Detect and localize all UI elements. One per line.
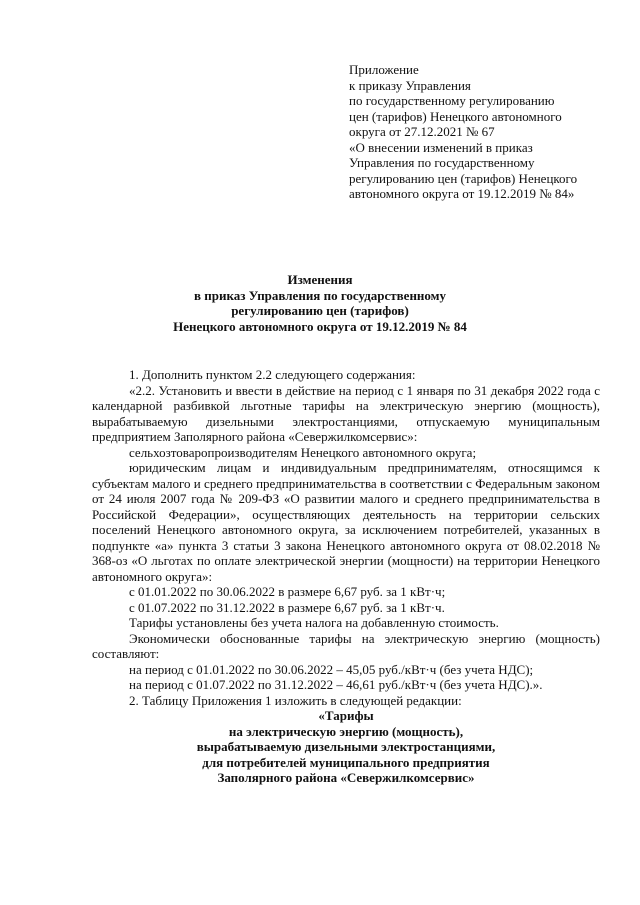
- appendix-line: округа от 27.12.2021 № 67: [349, 124, 495, 139]
- document-body: [92, 367, 600, 786]
- paragraph-legal-entities: юридическим лицам и индивидуальным предпринимателям, относящимся к субъектам малого и среднего предпринимательства в соответствии с Федеральным законом от 24 июля 2007 года № 209-ФЗ «О развитии малого и среднего предпринимательства в Российской Федерации», осуществляющих деятельность на территории сельских поселений Ненецкого автономного округа, за исключением потребителей, указанных в подпункте «а» пункта 3 статьи 3 закона Ненецкого автономного округа от 08.02.2018 № 368-оз «О льготах по оплате электрической энергии (мощности) на территории Ненецкого автономного округа»:: [92, 460, 600, 584]
- rate-line-1: с 01.01.2022 по 30.06.2022 в размере 6,67 руб. за 1 кВт·ч;: [129, 584, 446, 599]
- appendix-line: Приложение: [349, 62, 419, 77]
- title-line: регулированию цен (тарифов): [231, 303, 409, 318]
- appendix-line: к приказу Управления: [349, 77, 471, 93]
- period-line-1: на период с 01.01.2022 по 30.06.2022 – 45,05 руб./кВт·ч (без учета НДС);: [129, 661, 534, 677]
- tariffs-title-line: на электрическую энергию (мощность),: [228, 723, 464, 739]
- appendix-line: автономного округа от 19.12.2019 № 84»: [349, 186, 575, 201]
- title-line: в приказ Управления по государственному: [193, 287, 447, 303]
- paragraph-no-vat: Тарифы установлены без учета налога на добавленную стоимость.: [129, 615, 499, 630]
- paragraph-agri-producers: сельхозтоваропроизводителям Ненецкого автономного округа;: [129, 444, 477, 460]
- appendix-header: [349, 62, 614, 202]
- appendix-line: цен (тарифов) Ненецкого автономного: [349, 108, 562, 124]
- document-title: [0, 272, 640, 334]
- appendix-line: «О внесении изменений в приказ: [349, 139, 533, 155]
- item-1: 1. Дополнить пунктом 2.2 следующего содержания:: [129, 367, 416, 382]
- appendix-line: регулированию цен (тарифов) Ненецкого: [349, 170, 578, 186]
- tariffs-title-line: вырабатываемую дизельными электростанциями,: [196, 739, 496, 754]
- paragraph-2-2: «2.2. Установить и ввести в действие на период с 1 января по 31 декабря 2022 года с календарной разбивкой льготные тарифы на электрическую энергию (мощность), вырабатываемую дизельными электростанциями, отпускаемую муниципальным предприятием Заполярного района «Севержилкомсервис»:: [92, 382, 600, 444]
- tariffs-title-line: для потребителей муниципального предприятия: [202, 754, 490, 770]
- item-2: 2. Таблицу Приложения 1 изложить в следующей редакции:: [129, 692, 462, 708]
- title-line: Изменения: [287, 272, 353, 287]
- title-line: Ненецкого автономного округа от 19.12.2019 № 84: [173, 318, 467, 334]
- appendix-line: Управления по государственному: [349, 155, 535, 170]
- rate-line-2: с 01.07.2022 по 31.12.2022 в размере 6,67 руб. за 1 кВт·ч.: [129, 599, 445, 615]
- paragraph-economic-tariffs: Экономически обоснованные тарифы на электрическую энергию (мощность) составляют:: [92, 630, 600, 661]
- tariffs-title-line: Заполярного района «Севержилкомсервис»: [217, 770, 475, 785]
- period-line-2: на период с 01.07.2022 по 31.12.2022 – 46,61 руб./кВт·ч (без учета НДС).».: [129, 677, 543, 692]
- tariffs-title-line: «Тарифы: [318, 708, 374, 723]
- appendix-line: по государственному регулированию: [349, 93, 555, 108]
- tariffs-title: [92, 708, 600, 786]
